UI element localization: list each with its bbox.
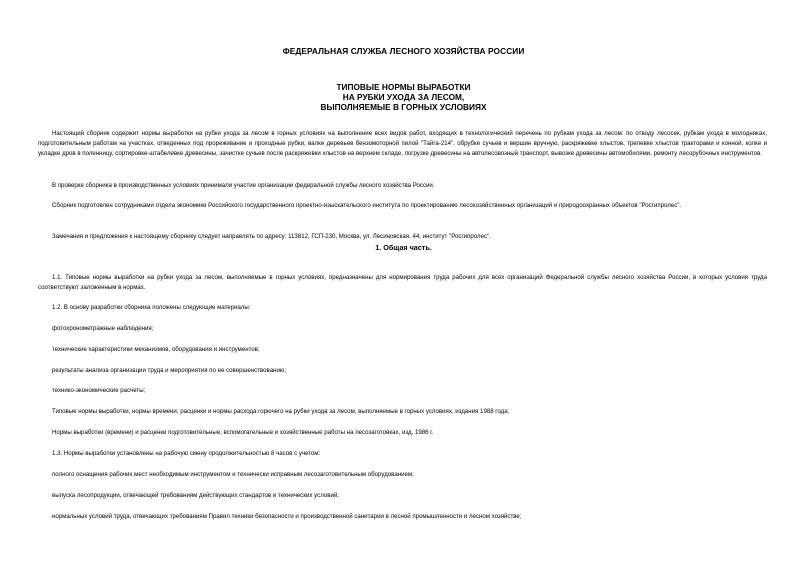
title-line: НА РУБКИ УХОДА ЗА ЛЕСОМ, [342, 92, 465, 102]
list-item: Типовые нормы выработки, нормы времени, расценки и нормы расхода горючего на рубки ухода за лесом, выполняемые в горных условиях, издания 1988 года; [52, 408, 510, 415]
list-item: полного оснащения рабочих мест необходимым инструментом и технически исправным лесозаготовительным оборудованием; [52, 471, 414, 478]
list-item: технико-экономические расчеты; [52, 387, 146, 394]
intro-paragraph: В проверке сборника в производственных условиях принимали участие организации федеральной службы лесного хозяйства России. [52, 182, 435, 189]
list-item: 1.3. Нормы выработки установлены на рабочую смену продолжительностью 8 часов с учетом: [52, 450, 321, 457]
list-item: 1.2. В основу разработки сборника положены следующие материалы: [52, 304, 251, 311]
list-item: Нормы выработки (времени) и расценки подготовительные, вспомогательные и хозяйственные работы на лесозаготовках, изд. 1986 г. [52, 429, 434, 436]
list-item: результаты анализа организации труда и мероприятия по ее совершенствованию; [52, 367, 287, 374]
intro-paragraph: Замечания и предложения к настоящему сборнику следует направлять по адресу: 113812, ГСП-230, Москва, ул. Лесиновская, 44, институт "Росгипролес". [52, 233, 491, 240]
title-line: ТИПОВЫЕ НОРМЫ ВЫРАБОТКИ [336, 82, 471, 92]
list-item: выпуска лесопродукции, отвечающей требованиям действующих стандартов и технических условий; [52, 492, 339, 499]
section-paragraph: 1.1. Типовые нормы выработки на рубки ухода за лесом, выполняемые в горных условиях, предназначены для нормирования труда рабочих для всех организаций Федеральной службы лесного хозяйства России, в которых условия труда соответствуют заложенным в нормах. [38, 274, 767, 292]
intro-paragraph: Сборник подготовлен сотрудниками отдела экономики Российского государственного проектно-изыскательского института по проектированию лесохозяйственных организаций и природоохранных объектов "Росгипролес". [52, 202, 682, 209]
list-item: технические характеристики механизмов, оборудования и инструментов; [52, 346, 260, 353]
list-item: нормальных условий труда, отвечающих требованиям Правил техники безопасности и производственной санитарии в лесной промышленности и лесном хозяйстве; [52, 513, 522, 520]
title-line: ВЫПОЛНЯЕМЫЕ В ГОРНЫХ УСЛОВИЯХ [320, 102, 487, 112]
document-title [0, 82, 807, 112]
section-title: 1. Общая часть. [375, 243, 432, 252]
list-item: фотохронометражные наблюдения; [52, 325, 154, 332]
agency-heading: ФЕДЕРАЛЬНАЯ СЛУЖБА ЛЕСНОГО ХОЗЯЙСТВА РОССИИ [282, 46, 525, 56]
intro-paragraph: Настоящий сборник содержит нормы выработки на рубки ухода за лесом в горных условиях на выполнение всех видов работ, входящих в технологический перечень по рубкам ухода за лесом: по отводу лесосек, рубкам ухода в молодняках, подготовительным работам на участках, отведенных под прореживание и проходные рубки, валке деревьев бензомоторной пилой "Тайга-214", обрубке сучьев и вершин вручную, раскряжевке хлыстов, трелевке хлыстов тракторами и конной, колке и укладке дров в поленницу, сортировке-штабелевке древесины, зачистке сучьев после раскряжевки хлыстов на верхнем складе, погрузке древесины на автолесовозный транспорт, вывозке древесины автомобилями, ремонту лесорубочных инструментов. [38, 130, 767, 158]
